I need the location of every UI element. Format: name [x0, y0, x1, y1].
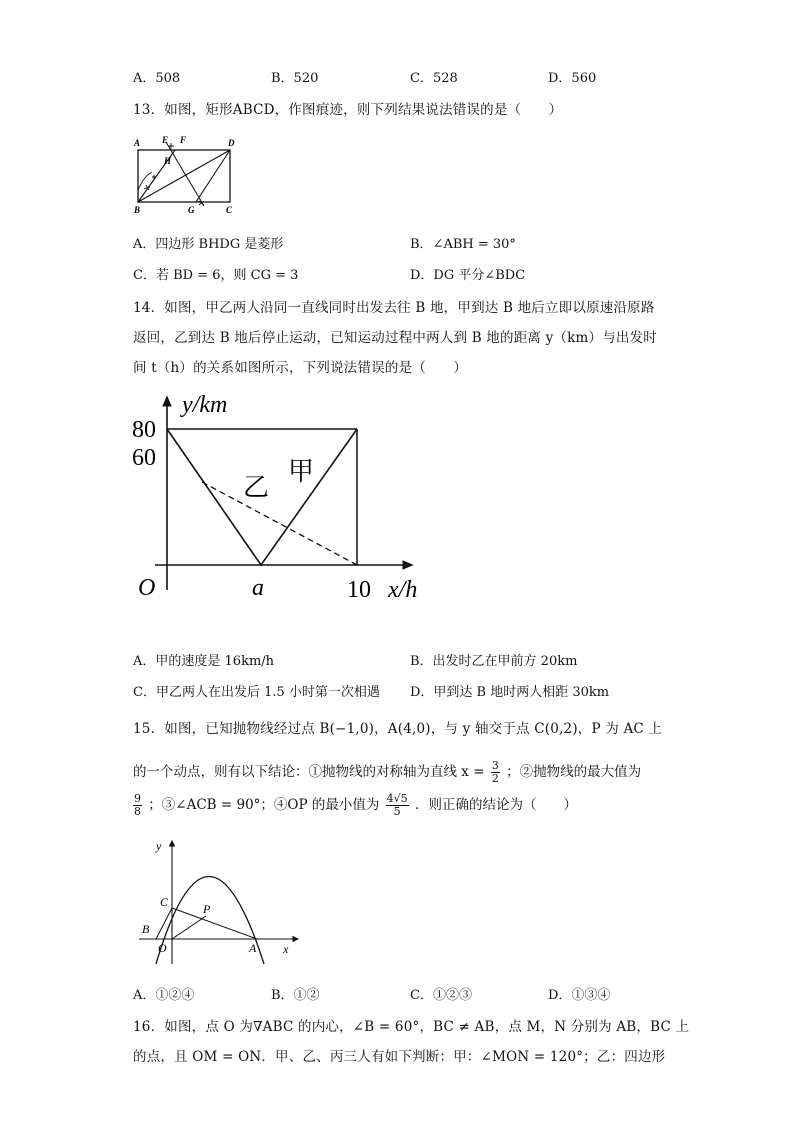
q15-label-b: B: [142, 922, 150, 936]
q14-xtick-a: a: [252, 575, 264, 601]
q15-axis-frac-num: 3: [491, 759, 499, 772]
q15-option-c: C．①②③: [410, 988, 472, 1003]
q16-stem-line-1: 16．如图，点 O 为∇ABC 的内心，∠B = 60°，BC ≠ AB，点 M，N 分别为 AB，BC 上: [133, 1019, 690, 1035]
q14-option-c: C．甲乙两人在出发后 1.5 小时第一次相遇: [133, 685, 380, 700]
q15-axis-frac-den: 2: [491, 772, 499, 785]
q12-option-c: C．528: [410, 71, 458, 86]
q15-stem-line-2-pre: 的一个动点，则有以下结论：①抛物线的对称轴为直线 x =: [133, 764, 485, 780]
q13-label-e: E: [162, 135, 169, 145]
q14-ylabel: y/km: [182, 392, 228, 418]
q13-label-g: G: [188, 205, 195, 215]
q15-axis-fraction: [491, 760, 500, 785]
q14-chart: [130, 385, 435, 610]
q14-ytick-60: 60: [132, 445, 156, 471]
q15-option-b: B．①②: [271, 988, 320, 1003]
q15-segment-op: [172, 916, 206, 939]
q15-label-x: x: [283, 942, 289, 956]
q13-option-b: B．∠ABH = 30°: [410, 237, 516, 252]
q15-stem-line-2-post: ；②抛物线的最大值为: [506, 764, 642, 780]
q14-stem-line-3: 间 t（h）的关系如图所示，下列说法错误的是（ ）: [133, 360, 468, 376]
q14-option-a: A．甲的速度是 16km/h: [133, 654, 275, 669]
q15-label-p: P: [203, 902, 211, 916]
q13-option-c: C．若 BD = 6，则 CG = 3: [133, 268, 299, 283]
q12-option-d: D．560: [548, 71, 597, 86]
q15-stem-line-2: [133, 760, 641, 785]
q14-annot-jia: 甲: [288, 457, 315, 486]
q13-label-c: C: [226, 205, 233, 215]
q13-option-d: D．DG 平分∠BDC: [410, 268, 526, 283]
q13-option-a: A．四边形 BHDG 是菱形: [133, 237, 284, 252]
q15-stem-line-1: 15．如图，已知抛物线经过点 B(−1,0)，A(4,0)，与 y 轴交于点 C(0,2)，P 为 AC 上: [133, 721, 663, 737]
q12-option-b: B．520: [271, 71, 319, 86]
q15-op-fraction: [386, 793, 409, 818]
q15-op-frac-den: 5: [393, 805, 401, 818]
q13-label-b: B: [134, 205, 141, 215]
q14-xlabel: x/h: [388, 577, 418, 603]
q15-option-d: D．①③④: [548, 988, 611, 1003]
q15-figure: [136, 836, 306, 971]
q14-option-d: D．甲到达 B 地时两人相距 30km: [410, 685, 610, 700]
q14-series-yi: [202, 482, 357, 565]
q15-label-a: A: [249, 941, 257, 955]
q15-label-c: C: [160, 895, 169, 909]
q13-label-a: A: [134, 138, 141, 148]
q12-option-a: A．508: [133, 71, 181, 86]
q15-max-frac-den: 8: [134, 805, 141, 818]
q15-label-y: y: [156, 839, 162, 853]
q15-label-o: O: [158, 941, 167, 955]
q15-stem-line-3-mid: ；③∠ACB = 90°；④OP 的最小值为: [148, 797, 380, 813]
q15-stem-line-3-post: ．则正确的结论为（ ）: [414, 797, 577, 813]
q14-xtick-10: 10: [347, 577, 371, 603]
q14-origin-label: O: [138, 575, 156, 601]
q13-label-f: F: [180, 135, 187, 145]
q13-stem: 13．如图，矩形ABCD，作图痕迹，则下列结果说法错误的是（ ）: [133, 102, 563, 118]
q15-max-fraction: [133, 793, 142, 818]
q14-stem-line-2: 返回，乙到达 B 地后停止运动，已知运动过程中两人到 B 地的距离 y（km）与出发时: [133, 330, 658, 346]
q15-op-frac-num: 4√5: [386, 792, 408, 805]
q14-stem-line-1: 14．如图，甲乙两人沿同一直线同时出发去往 B 地，甲到达 B 地后立即以原速沿原路: [133, 300, 655, 316]
q14-option-b: B．出发时乙在甲前方 20km: [410, 654, 578, 669]
q13-label-h: H: [164, 156, 172, 166]
q15-stem-line-3: [133, 793, 577, 818]
q16-stem-line-2: 的点，且 OM = ON．甲、乙、丙三人有如下判断：甲：∠MON = 120°；乙：四边形: [133, 1049, 666, 1065]
q14-annot-yi: 乙: [243, 473, 270, 502]
q15-option-a: A．①②④: [133, 988, 195, 1003]
q15-max-frac-num: 9: [134, 792, 141, 805]
q13-figure: [130, 132, 245, 220]
q14-ytick-80: 80: [132, 417, 156, 443]
q13-label-d: D: [228, 138, 235, 148]
